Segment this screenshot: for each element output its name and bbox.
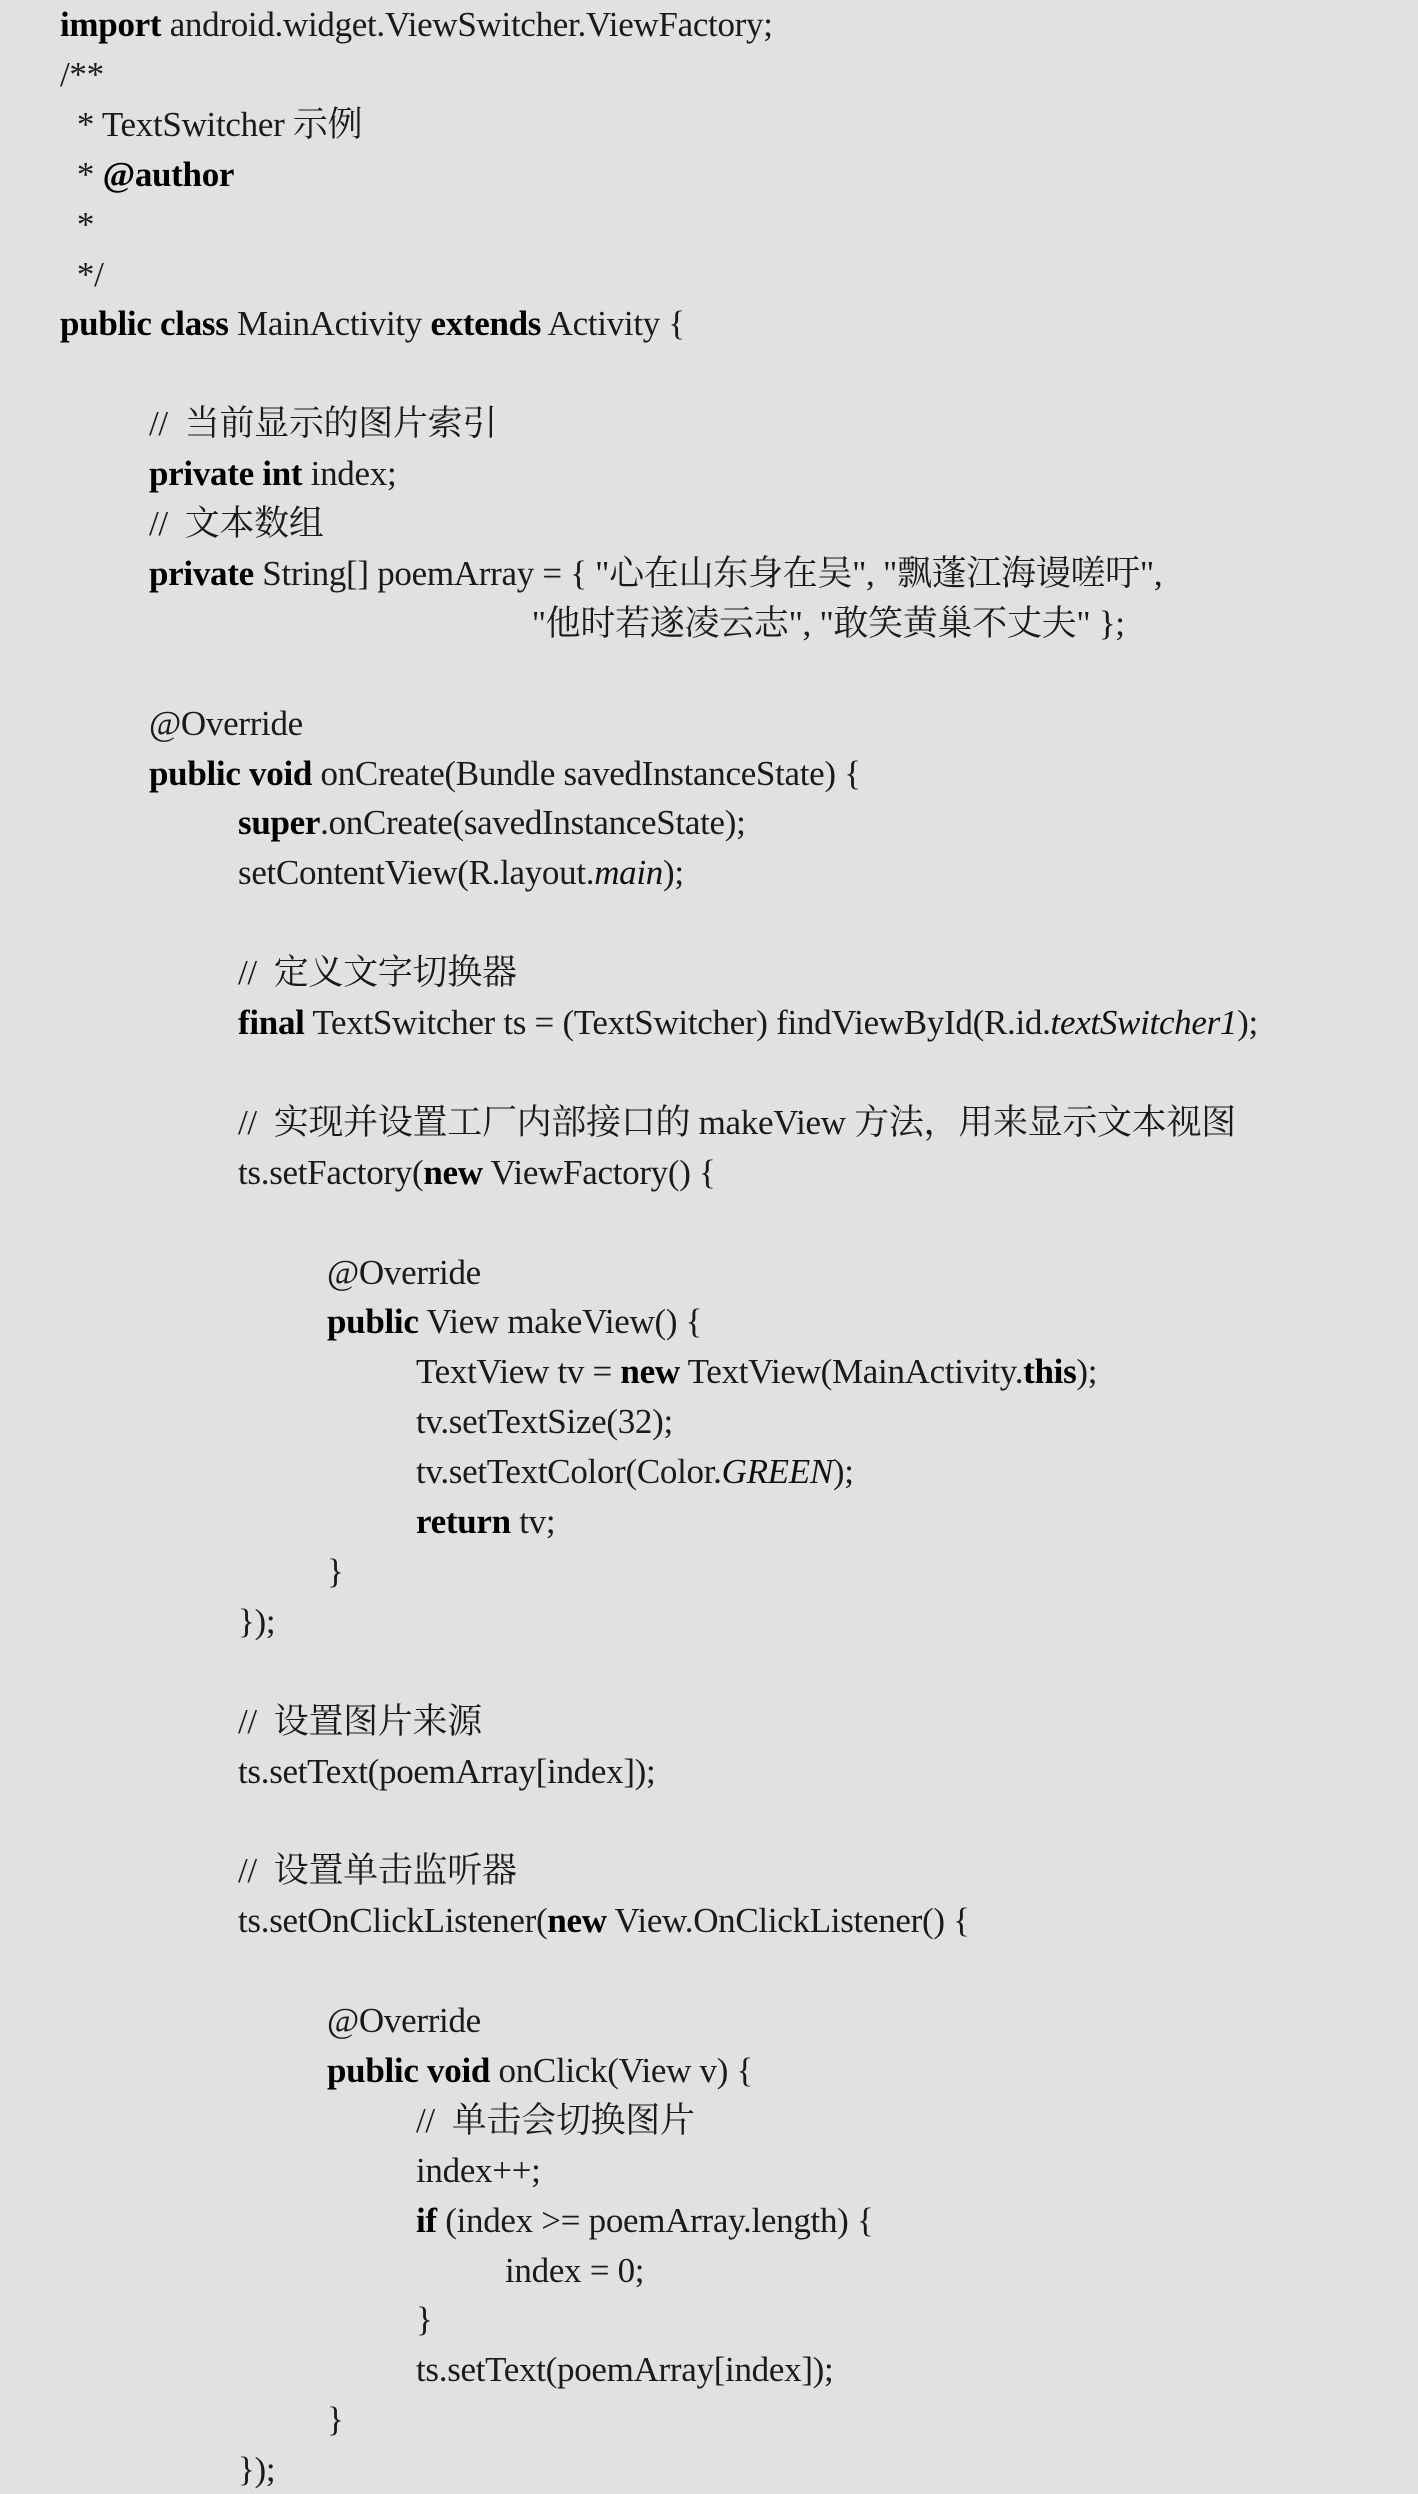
code-token: @Override	[327, 1252, 481, 1292]
code-line	[327, 2047, 753, 2095]
code-token: @Override	[149, 703, 303, 743]
code-line	[60, 1, 773, 49]
code-token: android.widget.ViewSwitcher.ViewFactory;	[161, 5, 773, 44]
code-line	[327, 1548, 344, 1596]
code-line	[149, 750, 861, 798]
keyword-token: public	[149, 753, 241, 793]
keyword-token: final	[238, 1003, 305, 1042]
code-line	[238, 849, 684, 897]
code-token: "他时若遂凌云志", "敢笑黄巢不丈夫" };	[531, 603, 1125, 643]
keyword-token: new	[423, 1152, 483, 1192]
code-line	[416, 2346, 833, 2394]
code-line	[60, 251, 104, 299]
code-line	[149, 700, 303, 748]
code-token: View.OnClickListener() {	[606, 1901, 970, 1941]
code-token: onCreate(Bundle savedInstanceState) {	[312, 753, 861, 793]
keyword-token: @author	[102, 154, 235, 194]
keyword-token: new	[547, 1901, 607, 1941]
code-token: *	[60, 204, 95, 244]
code-line	[238, 1698, 482, 1746]
keyword-token: public	[327, 1302, 419, 1342]
code-token: });	[238, 1601, 276, 1641]
code-token: );	[663, 853, 684, 893]
code-line	[238, 999, 1258, 1047]
code-token	[241, 754, 249, 793]
code-token	[419, 2051, 427, 2090]
code-line	[327, 2396, 344, 2444]
code-line	[416, 1498, 555, 1546]
code-line	[60, 300, 685, 348]
code-line	[238, 1847, 517, 1895]
code-token: Activity {	[541, 304, 685, 344]
italic-token: GREEN	[721, 1452, 833, 1492]
code-token: */	[60, 254, 104, 294]
code-line	[416, 1398, 673, 1446]
keyword-token: void	[249, 753, 313, 793]
code-line	[149, 550, 1162, 598]
code-token: @Override	[327, 2001, 481, 2040]
code-token: * TextSwitcher 示例	[60, 104, 363, 144]
code-line	[416, 2197, 873, 2245]
code-token: // 实现并设置工厂内部接口的 makeView 方法，用来显示文本视图	[238, 1102, 1236, 1142]
keyword-token: class	[160, 304, 229, 344]
code-token: // 定义文字切换器	[238, 953, 517, 993]
code-line	[60, 151, 234, 199]
keyword-token: super	[238, 803, 321, 843]
keyword-token: void	[427, 2050, 491, 2090]
keyword-token: extends	[430, 304, 542, 344]
code-line	[60, 51, 104, 99]
code-token: View makeView() {	[418, 1302, 703, 1342]
code-line	[416, 1448, 854, 1496]
code-line	[60, 101, 362, 149]
code-token: );	[1237, 1003, 1258, 1042]
code-token: );	[1076, 1352, 1098, 1392]
keyword-token: public	[327, 2050, 419, 2090]
code-token: index;	[302, 454, 397, 494]
code-line	[327, 1249, 481, 1297]
code-line	[416, 1348, 1097, 1396]
code-line	[238, 1598, 275, 1646]
code-line	[416, 2097, 695, 2145]
code-token: tv.setTextSize(32);	[416, 1402, 673, 1442]
code-line	[238, 2446, 275, 2494]
code-line	[327, 1997, 481, 2045]
code-token: tv.setTextColor(Color.	[416, 1452, 722, 1492]
keyword-token: new	[620, 1352, 680, 1392]
code-line	[532, 600, 1125, 648]
keyword-token: public	[60, 304, 152, 344]
code-token: }	[416, 2300, 433, 2340]
keyword-token: if	[416, 2200, 437, 2240]
code-token: // 当前显示的图片索引	[149, 404, 498, 444]
code-token: *	[60, 154, 103, 194]
code-line	[238, 799, 746, 847]
code-token: });	[238, 2450, 276, 2490]
code-line	[327, 1298, 702, 1346]
code-line	[238, 1748, 655, 1796]
keyword-token: import	[60, 5, 162, 44]
code-token: ts.setText(poemArray[index]);	[416, 2350, 834, 2390]
code-line	[238, 1099, 1236, 1147]
code-line	[149, 500, 324, 548]
keyword-token: private	[149, 553, 254, 593]
code-token: index = 0;	[505, 2250, 645, 2290]
italic-token: textSwitcher1	[1050, 1003, 1238, 1042]
code-line	[416, 2296, 433, 2344]
code-token: index++;	[416, 2150, 541, 2190]
code-token: MainActivity	[228, 304, 431, 344]
keyword-token: return	[416, 1502, 511, 1541]
code-token: String[] poemArray = { "心在山东身在吴", "飘蓬江海谩嗟吁",	[253, 553, 1163, 593]
code-line	[505, 2247, 644, 2295]
code-token: // 文本数组	[149, 504, 324, 543]
code-line	[416, 2147, 541, 2195]
code-line	[60, 201, 94, 249]
code-token: TextSwitcher ts = (TextSwitcher) findViewById(R.id.	[304, 1003, 1051, 1042]
code-token: onClick(View v) {	[490, 2050, 754, 2090]
code-token: TextView(MainActivity.	[679, 1352, 1024, 1392]
code-token: // 设置单击监听器	[238, 1851, 517, 1891]
keyword-token: int	[262, 454, 303, 494]
italic-token: main	[594, 853, 664, 893]
code-token: TextView tv =	[416, 1352, 621, 1392]
code-token: .onCreate(savedInstanceState);	[320, 803, 746, 843]
code-token: ts.setFactory(	[238, 1152, 424, 1192]
code-token: setContentView(R.layout.	[238, 853, 595, 893]
keyword-token: this	[1023, 1352, 1077, 1392]
code-token: }	[327, 1551, 344, 1591]
code-token: /**	[60, 54, 104, 94]
code-token: );	[832, 1452, 854, 1492]
code-token: (index >= poemArray.length) {	[436, 2200, 874, 2240]
code-token: tv;	[510, 1502, 556, 1541]
code-line	[238, 1149, 716, 1197]
code-token: // 单击会切换图片	[416, 2100, 695, 2140]
code-line	[238, 1897, 970, 1945]
code-line	[149, 450, 396, 498]
code-token: ViewFactory() {	[482, 1152, 716, 1192]
code-token: // 设置图片来源	[238, 1701, 482, 1741]
code-token: ts.setText(poemArray[index]);	[238, 1751, 656, 1791]
keyword-token: private	[149, 454, 254, 494]
code-line	[149, 400, 497, 448]
code-token: ts.setOnClickListener(	[238, 1901, 548, 1941]
code-token	[152, 304, 160, 343]
code-token: }	[327, 2400, 344, 2440]
code-line	[238, 949, 517, 997]
code-token	[254, 454, 262, 493]
